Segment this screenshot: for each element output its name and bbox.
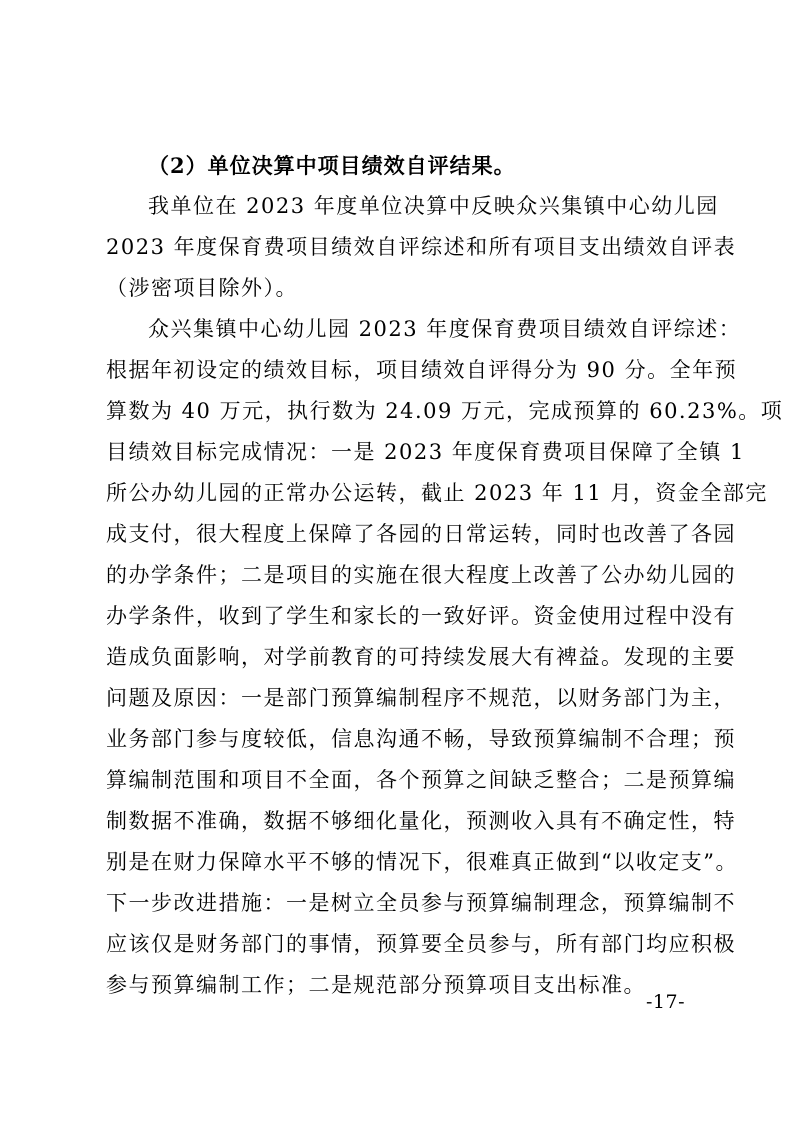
paragraph-2-line: 别是在财力保障水平不够的情况下，很难真正做到“以收定支”。: [106, 850, 738, 874]
page-number: -17-: [646, 991, 686, 1013]
paragraph-1-line: （涉密项目除外）。: [106, 276, 298, 300]
body-text: [106, 145, 784, 1006]
paragraph-2-line: 应该仅是财务部门的事情，预算要全员参与，所有部门均应积极: [106, 932, 736, 956]
paragraph-2-line: 制数据不准确，数据不够细化量化，预测收入具有不确定性，特: [106, 809, 736, 833]
section-heading: （2）单位决算中项目绩效自评结果。: [148, 153, 516, 178]
paragraph-2-line: 根据年初设定的绩效目标，项目绩效自评得分为 90 分。全年预: [106, 358, 738, 382]
paragraph-2-line: 业务部门参与度较低，信息沟通不畅，导致预算编制不合理；预: [106, 727, 736, 751]
paragraph-2-line: 参与预算编制工作；二是规范部分预算项目支出标准。: [106, 973, 646, 997]
paragraph-2-line: 问题及原因：一是部门预算编制程序不规范，以财务部门为主，: [106, 686, 736, 710]
paragraph-2-line: 造成负面影响，对学前教育的可持续发展大有裨益。发现的主要: [106, 645, 736, 669]
paragraph-2-line: 所公办幼儿园的正常办公运转，截止 2023 年 11 月，资金全部完: [106, 481, 768, 505]
paragraph-1-line: 我单位在 2023 年度单位决算中反映众兴集镇中心幼儿园: [148, 194, 719, 218]
paragraph-1-line: 2023 年度保育费项目绩效自评综述和所有项目支出绩效自评表: [106, 235, 737, 259]
paragraph-2-line: 算编制范围和项目不全面，各个预算之间缺乏整合；二是预算编: [106, 768, 736, 792]
paragraph-2-line: 的办学条件；二是项目的实施在很大程度上改善了公办幼儿园的: [106, 563, 736, 587]
paragraph-2-line: 下一步改进措施：一是树立全员参与预算编制理念，预算编制不: [106, 891, 736, 915]
paragraph-2-line: 众兴集镇中心幼儿园 2023 年度保育费项目绩效自评综述：: [148, 317, 742, 341]
paragraph-2-line: 算数为 40 万元，执行数为 24.09 万元，完成预算的 60.23%。项: [106, 399, 784, 423]
paragraph-2-line: 办学条件，收到了学生和家长的一致好评。资金使用过程中没有: [106, 604, 736, 628]
paragraph-2-line: 目绩效目标完成情况：一是 2023 年度保育费项目保障了全镇 1: [106, 440, 745, 464]
paragraph-2-line: 成支付，很大程度上保障了各园的日常运转，同时也改善了各园: [106, 522, 736, 546]
